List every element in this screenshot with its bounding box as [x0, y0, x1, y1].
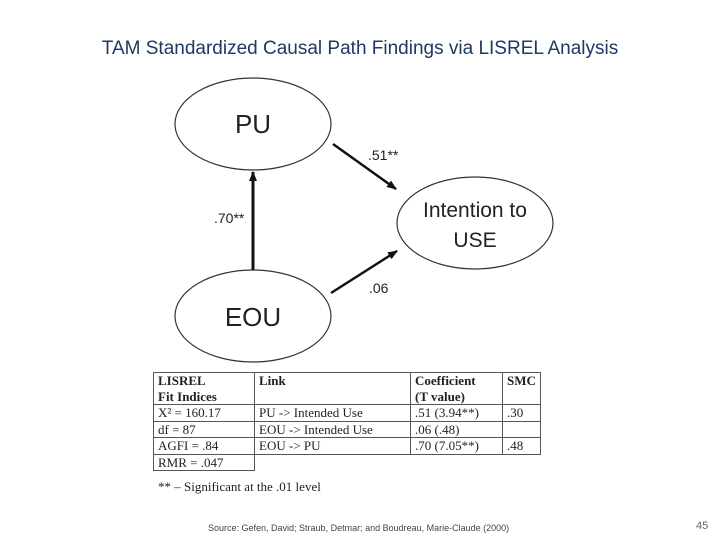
lisrel-results-table — [153, 372, 541, 471]
link-cell: PU -> Intended Use — [255, 405, 411, 422]
smc-cell — [503, 421, 541, 438]
coefficient-cell: .70 (7.05**) — [411, 438, 503, 455]
header-coefficient — [411, 373, 503, 405]
table-header-row — [154, 373, 541, 405]
path-label-eou-pu: .70** — [214, 210, 245, 226]
smc-cell: .48 — [503, 438, 541, 455]
table-row — [154, 421, 541, 438]
header-smc: SMC — [503, 373, 541, 405]
fit-index-cell: X² = 160.17 — [154, 405, 255, 422]
intention-node-label-line1: Intention to — [423, 199, 527, 222]
empty-cell — [411, 454, 503, 471]
page-number: 45 — [696, 520, 709, 532]
table-row — [154, 405, 541, 422]
header-fit-line1: LISREL — [158, 373, 206, 388]
header-fit-indices — [154, 373, 255, 405]
header-coef-line1: Coefficient — [415, 373, 476, 388]
fit-index-cell: df = 87 — [154, 421, 255, 438]
significance-note: ** – Significant at the .01 level — [158, 479, 321, 494]
fit-index-cell: RMR = .047 — [154, 454, 255, 471]
table-row — [154, 454, 541, 471]
link-cell: EOU -> Intended Use — [255, 421, 411, 438]
slide-title: TAM Standardized Causal Path Findings via LISREL Analysis — [101, 38, 619, 59]
coefficient-cell: .06 (.48) — [411, 421, 503, 438]
path-label-eou-intention: .06 — [369, 280, 389, 296]
table-row — [154, 438, 541, 455]
source-citation: Source: Gefen, David; Straub, Detmar; and Boudreau, Marie-Claude (2000) — [208, 523, 510, 533]
header-coef-line2: (T value) — [415, 388, 465, 404]
intention-node-label-line2: USE — [453, 229, 497, 252]
coefficient-cell: .51 (3.94**) — [411, 405, 503, 422]
pu-node-label: PU — [234, 109, 272, 139]
empty-cell — [255, 454, 411, 471]
path-label-pu-intention: .51** — [368, 147, 399, 163]
header-link: Link — [255, 373, 411, 405]
empty-cell — [503, 454, 541, 471]
link-cell: EOU -> PU — [255, 438, 411, 455]
fit-index-cell: AGFI = .84 — [154, 438, 255, 455]
smc-cell: .30 — [503, 405, 541, 422]
intention-node — [397, 177, 553, 269]
eou-node-label: EOU — [224, 302, 282, 332]
header-fit-line2: Fit Indices — [158, 388, 217, 404]
